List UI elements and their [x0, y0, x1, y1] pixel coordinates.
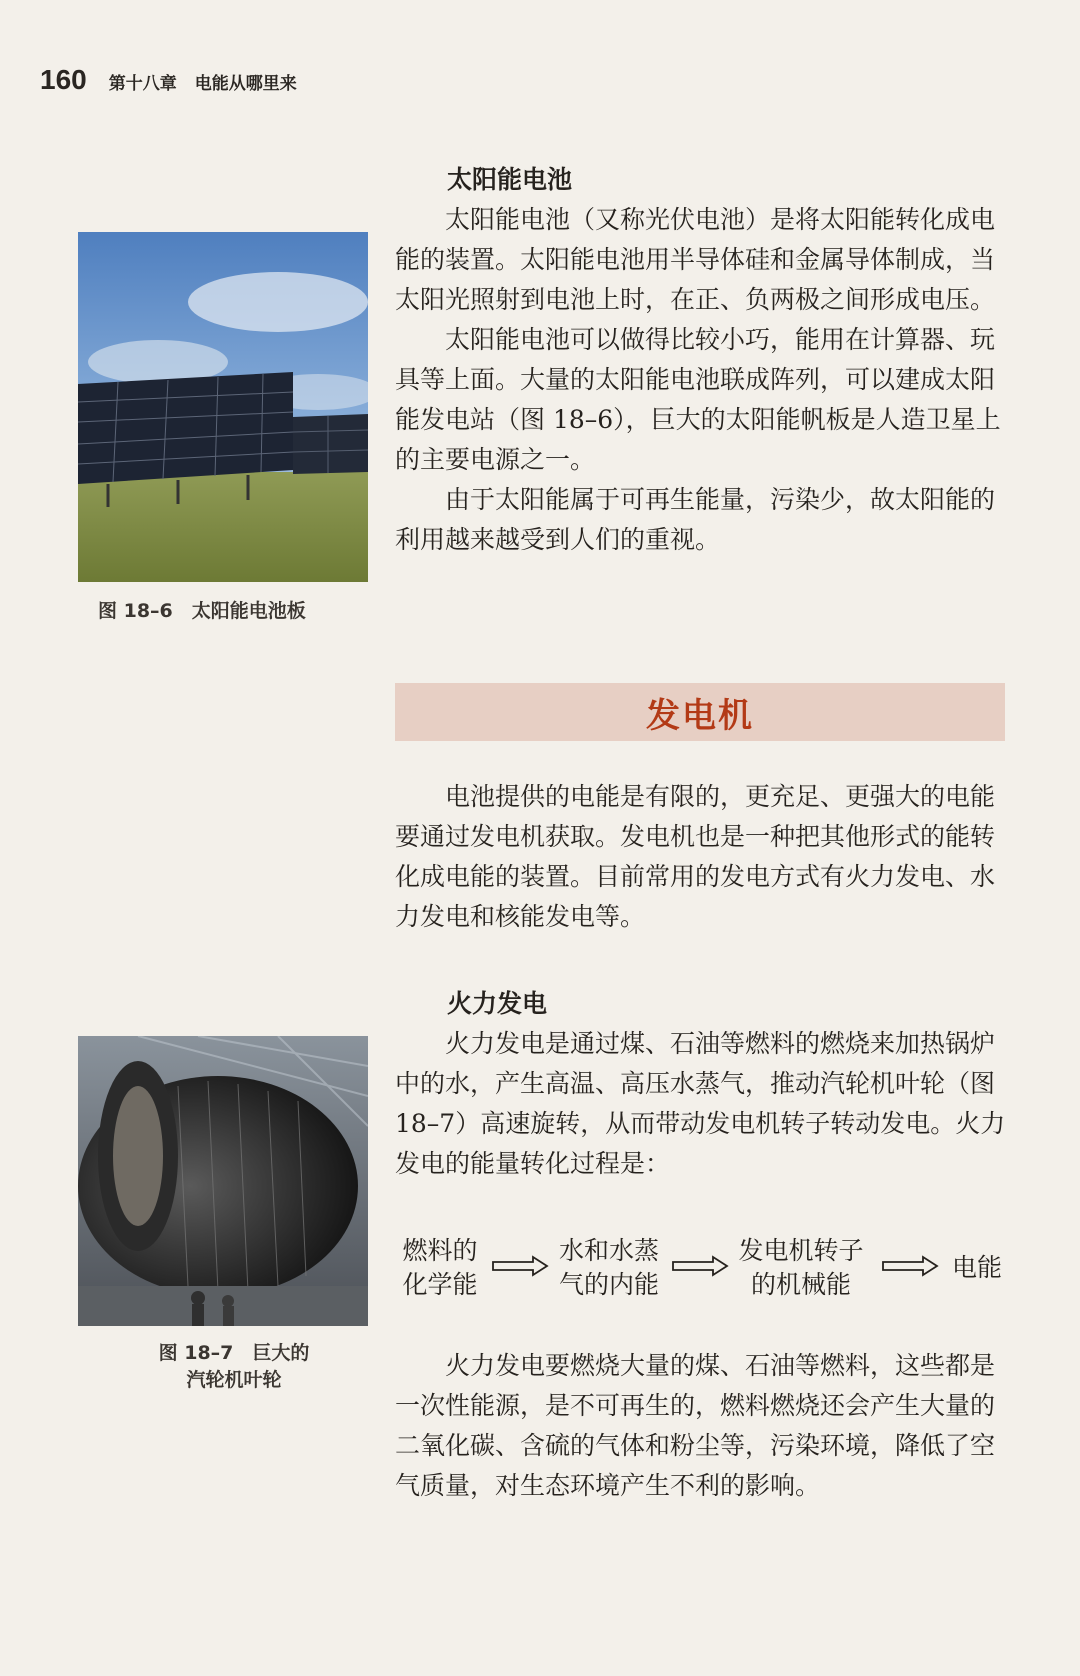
figure-caption-18-7-line1: 图 18–7 巨大的: [158, 1342, 310, 1364]
generator-body: [395, 777, 1010, 937]
figure-caption-18-6: 图 18–6 太阳能电池板: [98, 600, 306, 622]
solar-panel-illustration: [78, 232, 368, 582]
flow-arrow-2: [671, 1254, 731, 1278]
flow-arrow-1: [491, 1254, 551, 1278]
chapter-number: 第十八章: [108, 74, 177, 94]
turbine-illustration: [78, 1036, 368, 1326]
turbine-photo: [78, 1036, 368, 1326]
section-heading-thermal: 火力发电: [447, 989, 548, 1018]
flow-step-3-line1: 发电机转子: [738, 1236, 864, 1265]
solar-paragraph-2: 太阳能电池可以做得比较小巧，能用在计算器、玩具等上面。大量的太阳能电池联成阵列，可以建成太阳能发电站（图 18–6），巨大的太阳能帆板是人造卫星上的主要电源之一。: [395, 325, 1001, 474]
section-banner-generator: [395, 683, 1005, 741]
flow-step-mechanical: [733, 1234, 869, 1302]
flow-step-electric: [947, 1251, 1007, 1285]
flow-step-1-line1: 燃料的: [402, 1236, 478, 1265]
thermal-paragraph-1: 火力发电是通过煤、石油等燃料的燃烧来加热锅炉中的水，产生高温、高压水蒸气，推动汽轮机叶轮（图 18–7）高速旋转，从而带动发电机转子转动发电。火力发电的能量转化过程是：: [395, 1029, 1006, 1178]
page-number: 160: [40, 64, 87, 95]
chapter-title: 电能从哪里来: [194, 74, 297, 94]
figure-caption-18-7: [134, 1338, 334, 1392]
figure-caption-18-7-line2: 汽轮机叶轮: [186, 1369, 282, 1391]
thermal-body: [395, 1024, 1010, 1184]
solar-paragraph-3: 由于太阳能属于可再生能量，污染少，故太阳能的利用越来越受到人们的重视。: [395, 485, 996, 554]
solar-body: [395, 200, 1010, 560]
page-header: [40, 64, 297, 96]
flow-step-2-line2: 气的内能: [558, 1270, 659, 1299]
solar-panel-photo: [78, 232, 368, 582]
flow-step-3-line2: 的机械能: [750, 1270, 851, 1299]
energy-conversion-flow: [395, 1234, 1015, 1314]
flow-step-2-line1: 水和水蒸: [558, 1236, 659, 1265]
flow-step-internal: [553, 1234, 665, 1302]
flow-step-4-line1: 电能: [951, 1253, 1002, 1282]
thermal-body-2: [395, 1346, 1010, 1506]
solar-paragraph-1: 太阳能电池（又称光伏电池）是将太阳能转化成电能的装置。太阳能电池用半导体硅和金属导体制成，当太阳光照射到电池上时，在正、负两极之间形成电压。: [395, 205, 996, 314]
section-heading-solar: 太阳能电池: [447, 165, 573, 194]
flow-arrow-3: [881, 1254, 941, 1278]
generator-intro-paragraph: 电池提供的电能是有限的，更充足、更强大的电能要通过发电机获取。发电机也是一种把其他形式的能转化成电能的装置。目前常用的发电方式有火力发电、水力发电和核能发电等。: [395, 782, 996, 931]
banner-title: 发电机: [646, 695, 754, 736]
thermal-paragraph-2: 火力发电要燃烧大量的煤、石油等燃料，这些都是一次性能源，是不可再生的，燃料燃烧还会产生大量的二氧化碳、含硫的气体和粉尘等，污染环境，降低了空气质量，对生态环境产生不利的影响。: [395, 1351, 996, 1500]
flow-step-chemical: [395, 1234, 485, 1302]
flow-step-1-line2: 化学能: [402, 1270, 478, 1299]
